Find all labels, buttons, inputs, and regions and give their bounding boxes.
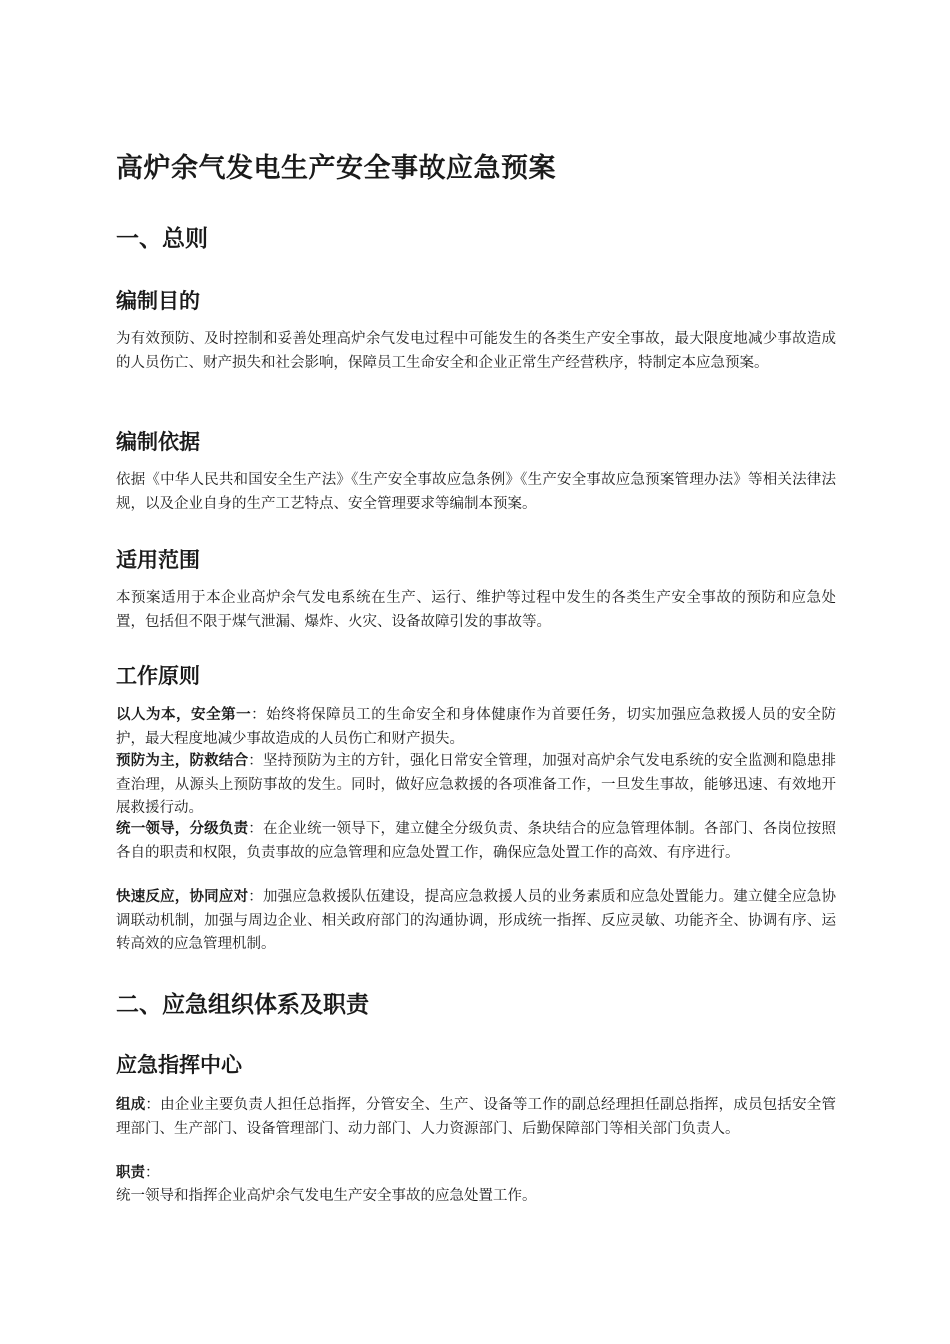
principle-text: ：始终将保障员工的生命安全和身体健康作为首要任务，切实加强应急救援人员的安全防护，最大程度地减少事故造成的人员伤亡和财产损失。 (116, 707, 837, 747)
scope-paragraph: 本预案适用于本企业高炉余气发电系统在生产、运行、维护等过程中发生的各类生产安全事故的预防和应急处置，包括但不限于煤气泄漏、爆炸、火灾、设备故障引发的事故等。 (116, 590, 836, 630)
principle-label: 快速反应，协同应对 (116, 889, 249, 905)
composition-text: ：由企业主要负责人担任总指挥，分管安全、生产、设备等工作的副总经理担任副总指挥，成员包括安全管理部门、生产部门、设备管理部门、动力部门、人力资源部门、后勤保障部门等相关部门负责人。 (116, 1097, 837, 1137)
section-2-heading: 二、应急组织体系及职责 (116, 992, 369, 1018)
principle-text: ：坚持预防为主的方针，强化日常安全管理，加强对高炉余气发电系统的安全监测和隐患排查治理，从源头上预防事故的发生。同时，做好应急救援的各项准备工作，一旦发生事故，能够迅速、有效地开展救援行动。 (116, 753, 836, 816)
principle-item (116, 886, 836, 957)
purpose-heading: 编制目的 (116, 289, 200, 313)
principle-item (116, 818, 836, 865)
duties-paragraph: 统一领导和指挥企业高炉余气发电生产安全事故的应急处置工作。 (116, 1188, 537, 1204)
basis-heading: 编制依据 (116, 430, 200, 454)
principles-heading: 工作原则 (116, 664, 200, 688)
duties-label-line (116, 1162, 836, 1186)
document-title: 高炉余气发电生产安全事故应急预案 (116, 153, 556, 184)
principle-text: ：加强应急救援队伍建设，提高应急救援人员的业务素质和应急处置能力。建立健全应急协调联动机制，加强与周边企业、相关政府部门的沟通协调，形成统一指挥、反应灵敏、功能齐全、协调有序、运转高效的应急管理机制。 (116, 889, 836, 952)
duties-label: 职责 (116, 1165, 145, 1181)
principle-text: ：在企业统一领导下，建立健全分级负责、条块结合的应急管理体制。各部门、各岗位按照各自的职责和权限，负责事故的应急管理和应急处置工作，确保应急处置工作的高效、有序进行。 (116, 821, 836, 861)
principle-label: 预防为主，防救结合 (116, 753, 249, 769)
scope-heading: 适用范围 (116, 548, 200, 572)
command-center-heading: 应急指挥中心 (116, 1053, 242, 1077)
principle-item (116, 704, 836, 751)
composition-paragraph (116, 1094, 836, 1141)
duties-colon: ： (145, 1165, 160, 1181)
principle-label: 以人为本，安全第一 (116, 707, 252, 723)
basis-paragraph: 依据《中华人民共和国安全生产法》《生产安全事故应急条例》《生产安全事故应急预案管理办法》等相关法律法规，以及企业自身的生产工艺特点、安全管理要求等编制本预案。 (116, 472, 836, 512)
composition-label: 组成 (116, 1097, 146, 1113)
section-1-heading: 一、总则 (116, 226, 208, 252)
principle-item (116, 750, 836, 821)
purpose-paragraph: 为有效预防、及时控制和妥善处理高炉余气发电过程中可能发生的各类生产安全事故，最大限度地减少事故造成的人员伤亡、财产损失和社会影响，保障员工生命安全和企业正常生产经营秩序，特制定本应急预案。 (116, 331, 836, 371)
principle-label: 统一领导，分级负责 (116, 821, 249, 837)
